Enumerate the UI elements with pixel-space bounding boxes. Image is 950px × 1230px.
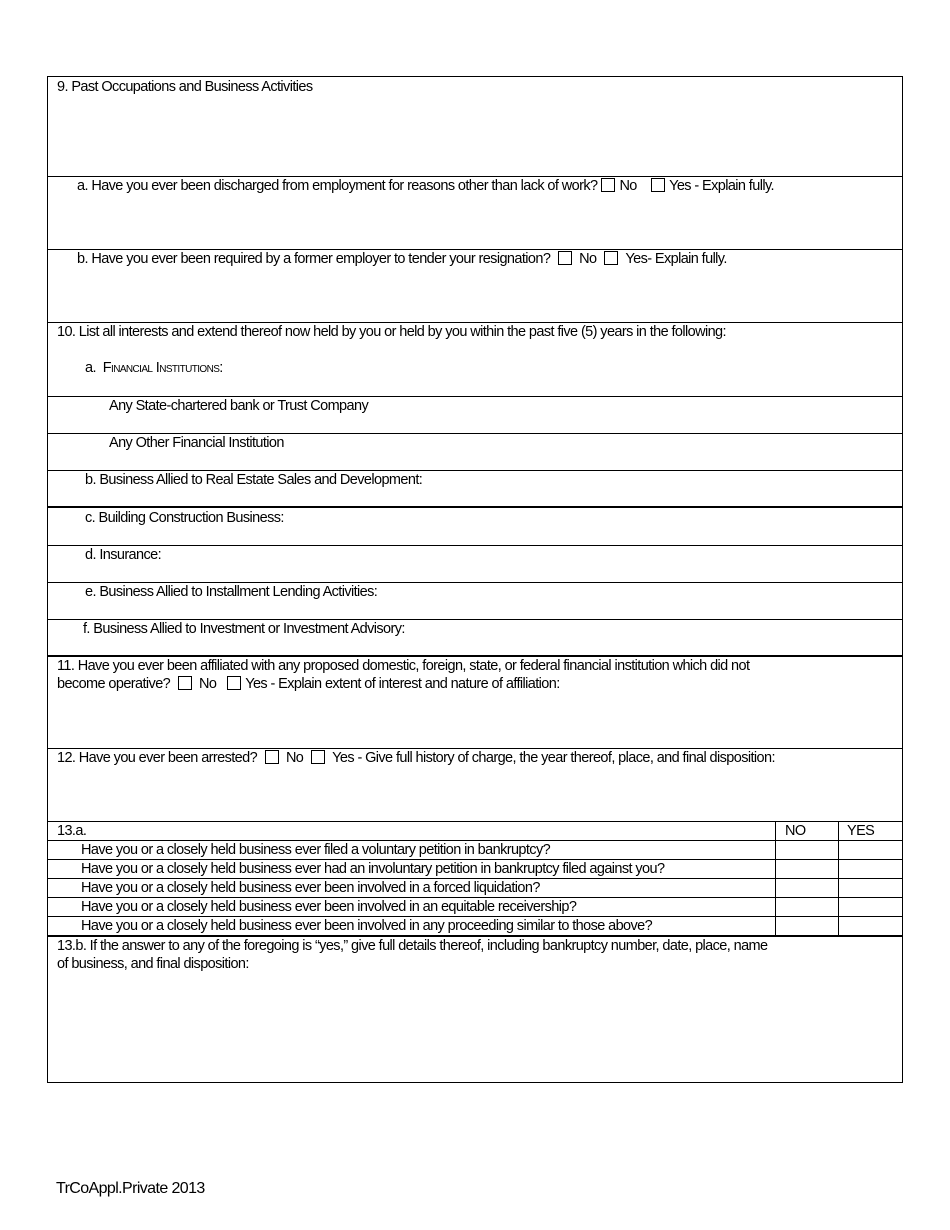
column-no-label: NO (785, 823, 806, 839)
label-11-yes: Yes - Explain extent of interest and nature of affiliation: (245, 676, 560, 692)
checkbox-9a-no[interactable] (601, 178, 615, 192)
section-10d-label: d. Insurance: (85, 547, 162, 563)
checkbox-9b-yes[interactable] (604, 251, 618, 265)
application-form (47, 76, 903, 1083)
question-9b-text: b. Have you ever been required by a former employer to tender your resignation? (77, 251, 551, 267)
checkbox-9b-no[interactable] (558, 251, 572, 265)
table-cell-no[interactable] (775, 860, 838, 878)
table-cell-yes[interactable] (838, 917, 902, 935)
label-9b-no: No (579, 251, 597, 267)
section-10a1[interactable] (48, 397, 902, 434)
question-12 (57, 749, 775, 767)
question-11-line2 (57, 675, 560, 693)
table-cell-no[interactable] (775, 841, 838, 859)
table-cell-yes[interactable] (838, 879, 902, 897)
section-11[interactable] (48, 657, 902, 749)
checkbox-12-yes[interactable] (311, 750, 325, 764)
section-10f-label: f. Business Allied to Investment or Investment Advisory: (83, 621, 405, 637)
table-cell-yes[interactable] (838, 898, 902, 916)
section-10a1-label: Any State-chartered bank or Trust Company (109, 398, 369, 414)
section-9-title: 9. Past Occupations and Business Activities (57, 79, 313, 95)
label-9a-yes: Yes - Explain fully. (669, 178, 774, 194)
table-row (48, 860, 902, 879)
form-footer-id: TrCoAppl.Private 2013 (56, 1180, 205, 1197)
question-9a (77, 177, 774, 195)
section-10a2[interactable] (48, 434, 902, 471)
checkbox-12-no[interactable] (265, 750, 279, 764)
table-row (48, 879, 902, 898)
table-row-question: Have you or a closely held business ever been involved in any proceeding similar to those above? (81, 918, 653, 934)
label-9a-no: No (619, 178, 637, 194)
question-13b-line2: of business, and final disposition: (57, 956, 249, 972)
table-row-question: Have you or a closely held business ever filed a voluntary petition in bankruptcy? (81, 842, 551, 858)
section-10d[interactable] (48, 546, 902, 583)
table-cell-yes[interactable] (838, 841, 902, 859)
table-row-question: Have you or a closely held business ever had an involuntary petition in bankruptcy filed against you? (81, 861, 665, 877)
section-9 (48, 77, 902, 177)
checkbox-11-yes[interactable] (227, 676, 241, 690)
column-no-header (775, 822, 838, 840)
table-cell-no[interactable] (775, 879, 838, 897)
section-10a-colon: : (219, 360, 223, 376)
section-10e-label: e. Business Allied to Installment Lending Activities: (85, 584, 378, 600)
table-header-row (48, 822, 902, 841)
section-10 (48, 323, 902, 397)
section-9b[interactable] (48, 250, 902, 323)
section-13a-label: 13.a. (57, 823, 87, 839)
question-9b (77, 250, 727, 268)
section-9a[interactable] (48, 177, 902, 250)
checkbox-9a-yes[interactable] (651, 178, 665, 192)
question-12-text: 12. Have you ever been arrested? (57, 750, 258, 766)
question-11-line1: 11. Have you ever been affiliated with any proposed domestic, foreign, state, or federal financial institution which did not (57, 658, 750, 674)
table-cell-no[interactable] (775, 898, 838, 916)
column-yes-label: YES (847, 823, 875, 839)
question-11-line2-text: become operative? (57, 676, 171, 692)
table-row-question: Have you or a closely held business ever been involved in an equitable receivership? (81, 899, 577, 915)
section-10-title: 10. List all interests and extend thereof now held by you or held by you within the past five (5) years in the following: (57, 324, 726, 340)
section-10a-prefix: a. (85, 360, 96, 376)
question-9a-text: a. Have you ever been discharged from employment for reasons other than lack of work? (77, 178, 598, 194)
table-row (48, 898, 902, 917)
section-10b-label: b. Business Allied to Real Estate Sales and Development: (85, 472, 423, 488)
section-10e[interactable] (48, 583, 902, 620)
label-12-yes: Yes - Give full history of charge, the year thereof, place, and final disposition: (332, 750, 775, 766)
label-11-no: No (199, 676, 217, 692)
section-10b[interactable] (48, 471, 902, 508)
table-row (48, 841, 902, 860)
column-yes-header (838, 822, 902, 840)
table-row (48, 917, 902, 937)
section-10a-heading (85, 359, 223, 377)
table-row-question: Have you or a closely held business ever been involved in a forced liquidation? (81, 880, 540, 896)
table-cell-no[interactable] (775, 917, 838, 935)
checkbox-11-no[interactable] (178, 676, 192, 690)
question-13b-line1: 13.b. If the answer to any of the foregoing is “yes,” give full details thereof, including bankruptcy number, date, place, name (57, 938, 768, 954)
section-12[interactable] (48, 749, 902, 822)
section-10c[interactable] (48, 508, 902, 546)
section-10a2-label: Any Other Financial Institution (109, 435, 284, 451)
section-10a-label: Financial Institutions (102, 360, 220, 376)
label-9b-yes: Yes- Explain fully. (625, 251, 727, 267)
label-12-no: No (285, 750, 304, 766)
table-cell-yes[interactable] (838, 860, 902, 878)
section-10c-label: c. Building Construction Business: (85, 510, 284, 526)
section-13b[interactable] (48, 937, 902, 1082)
section-13a-table (48, 822, 902, 937)
section-10f[interactable] (48, 620, 902, 657)
